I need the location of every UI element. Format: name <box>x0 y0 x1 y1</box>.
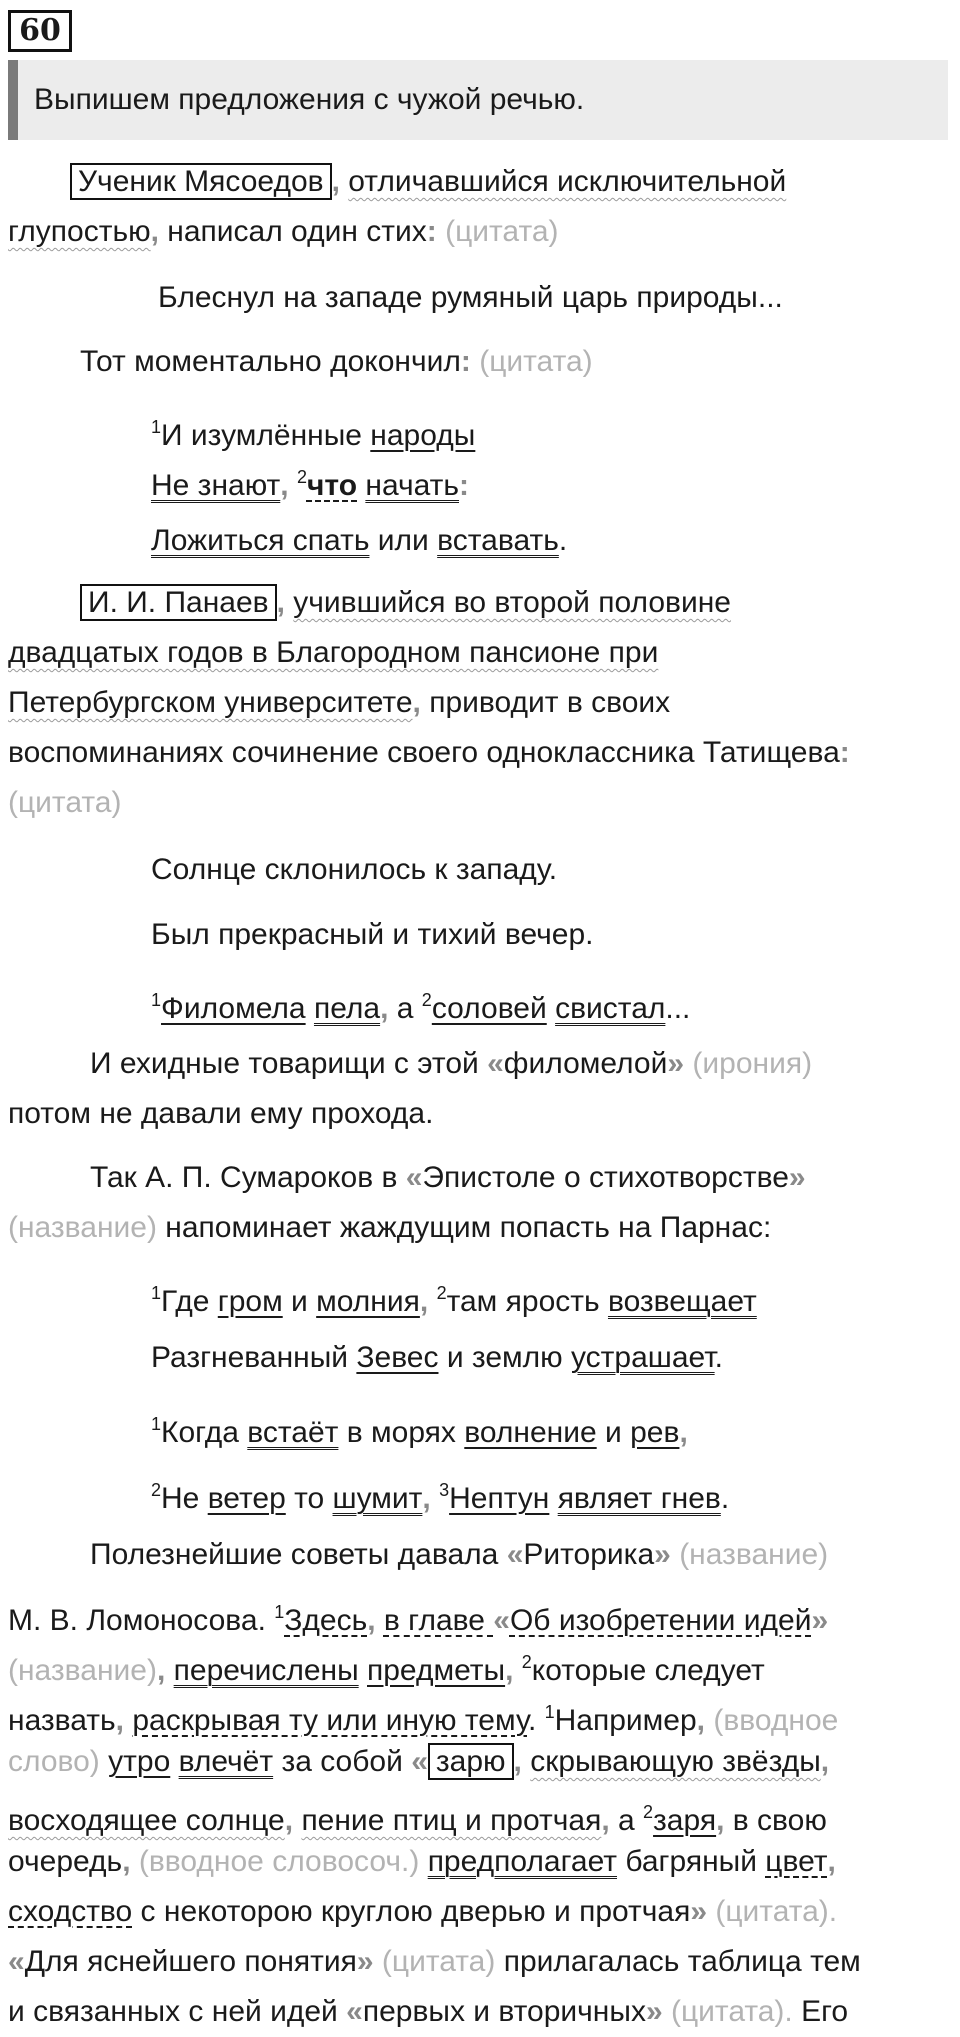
subject-box: Ученик Мясоедов <box>70 163 332 200</box>
paragraph-6-line-6: восходящее солнце, пение птиц и протчая, а $^2$заря, в свою <box>8 1802 827 1837</box>
paragraph-4-line-2: потом не давали ему прохода. <box>8 1097 434 1130</box>
paragraph-1-line-1: Ученик Мясоедов , отличавшийся исключительной <box>8 157 960 207</box>
paragraph-3-line-1: И. И. Панаев , учившийся во второй половине <box>8 578 960 628</box>
exercise-number: 60 <box>8 10 72 52</box>
paragraph-6-line-2: М. В. Ломоносова. $^1$Здесь, в главе «Об изобретении идей» <box>8 1602 829 1637</box>
paragraph-2: Тот моментально докончил: (цитата) <box>80 345 593 378</box>
quote-3-line-3: $^1$Филомела пела, а $^2$соловей свистал... <box>151 990 691 1025</box>
paragraph-6-line-1: Полезнейшие советы давала «Риторика» (название) <box>90 1538 829 1571</box>
subject-box: И. И. Панаев <box>80 584 277 621</box>
paragraph-6-line-7: очередь, (вводное словосоч.) предполагает багряный цвет, <box>8 1845 836 1878</box>
quote-3-line-2: Был прекрасный и тихий вечер. <box>151 918 594 951</box>
paragraph-6-line-9: «Для яснейшего понятия» (цитата) прилагалась таблица тем <box>8 1945 861 1978</box>
paragraph-4-line-1: И ехидные товарищи с этой «филомелой» (ирония) <box>90 1047 813 1080</box>
quote-4-line-3: $^1$Когда встаёт в морях волнение и рев, <box>151 1414 688 1449</box>
paragraph-3-line-5: (цитата) <box>8 786 122 819</box>
quote-2-line-3: Ложиться спать или вставать. <box>151 524 568 557</box>
paragraph-6-line-4: назвать, раскрывая ту или иную тему. $^1$Например, (вводное <box>8 1702 839 1737</box>
paragraph-6-line-10: и связанных с ней идей «первых и вторичных» (цитата). Его <box>8 1995 849 2028</box>
paragraph-6-line-3: (название), перечислены предметы, $^2$которые следует <box>8 1652 765 1687</box>
quote-4-line-4: $^2$Не ветер то шумит, $^3$Нептун являет гнев. <box>151 1480 730 1515</box>
paragraph-6-line-8: сходство с некоторою круглою дверью и протчая» (цитата). <box>8 1895 838 1928</box>
task-banner: Выпишем предложения с чужой речью. <box>8 60 948 140</box>
quote-2-line-1: $^1$И изумлённые народы <box>151 417 476 452</box>
paragraph-6-line-5: слово) утро влечёт за собой « зарю , скрывающую звёзды, <box>8 1745 830 1778</box>
word-box: зарю <box>428 1743 514 1780</box>
quote-4-line-1: $^1$Где гром и молния, $^2$там ярость возвещает <box>151 1283 757 1318</box>
quote-1: Блеснул на западе румяный царь природы... <box>158 281 783 314</box>
quote-2-line-2: Не знают, $^2$что начать: <box>151 467 469 502</box>
paragraph-3-line-2: двадцатых годов в Благородном пансионе при <box>8 636 659 669</box>
quote-3-line-1: Солнце склонилось к западу. <box>151 853 558 886</box>
paragraph-5-line-2: (название) напоминает жаждущим попасть на Парнас: <box>8 1211 772 1244</box>
paragraph-5-line-1: Так А. П. Сумароков в «Эпистоле о стихотворстве» <box>90 1161 806 1194</box>
paragraph-3-line-3: Петербургском университете, приводит в своих <box>8 686 671 719</box>
quote-4-line-2: Разгневанный Зевес и землю устрашает. <box>151 1341 723 1374</box>
paragraph-3-line-4: воспоминаниях сочинение своего одноклассника Татищева: <box>8 736 850 769</box>
paragraph-1-line-2: глупостью, написал один стих: (цитата) <box>8 215 559 248</box>
